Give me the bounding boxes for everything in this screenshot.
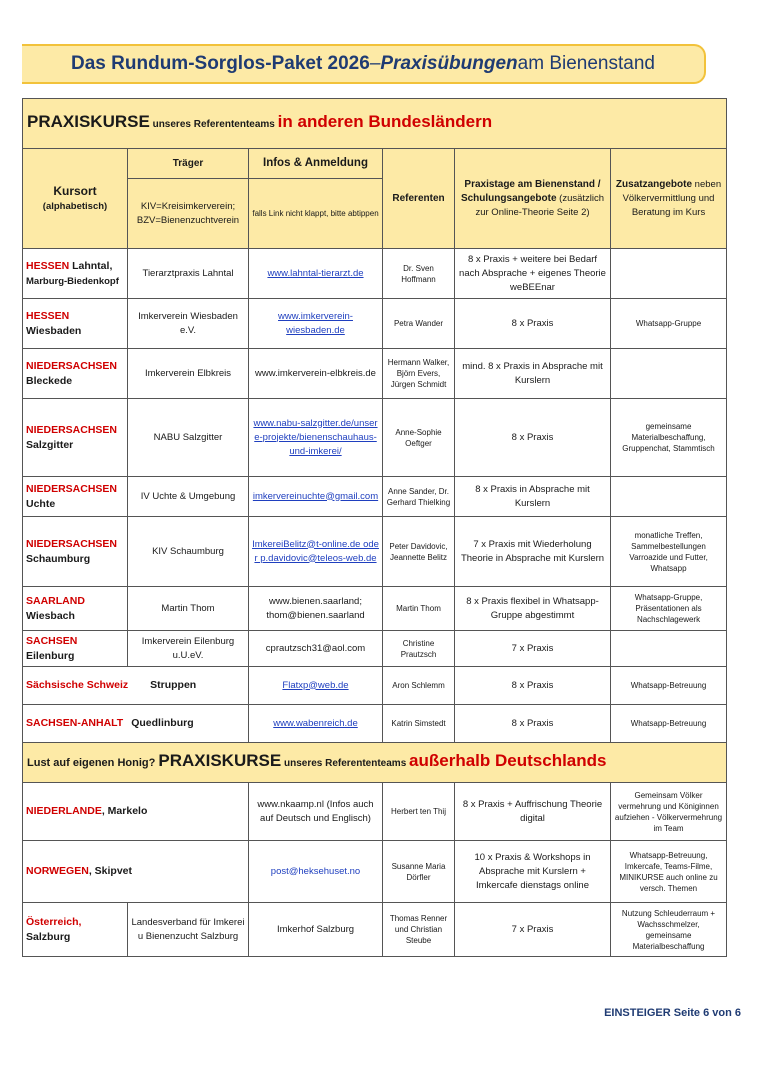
col-infos: Infos & Anmeldung xyxy=(249,149,383,179)
section1-bold: PRAXISKURSE xyxy=(27,112,150,131)
link-skipvet[interactable]: post@heksehuset.no xyxy=(270,865,361,877)
link-quedlinburg[interactable]: www.wabenreich.de xyxy=(273,717,358,729)
col-traeger: Träger xyxy=(128,149,249,179)
title-dash: – xyxy=(369,53,381,74)
table-row: HESSEN Lahntal, Marburg-Biedenkopf Tierarztpraxis Lahntal www.lahntal-tierarzt.de Dr. Sven Hoffmann 8 x Praxis + weitere bei Bedarf nach Absprache + eigenes Theorie weBEEnar xyxy=(23,249,727,299)
col-kursort-sub: (alphabetisch) xyxy=(42,200,108,212)
section1-red: in anderen Bundesländern xyxy=(277,112,493,131)
link-schaumburg[interactable]: ImkereiBelitz@t-online.de oder p.davidovic@teleos-web.de xyxy=(252,538,379,564)
info-eilenburg: cprautzsch31@aol.com xyxy=(249,631,383,667)
link-struppen[interactable]: Flatxp@web.de xyxy=(282,679,349,691)
table-row: NIEDERSACHSEN Uchte IV Uchte & Umgebung imkervereinuchte@gmail.com Anne Sander, Dr. Gerhard Thielking 8 x Praxis in Absprache mit Kurslern xyxy=(23,477,727,517)
col-traeger-sub: KIV=Kreisimkerverein; BZV=Bienenzuchtverein xyxy=(128,179,249,249)
table-row: SACHSEN-ANHALT Quedlinburg www.wabenreich.de Katrin Simstedt 8 x Praxis Whatsapp-Betreuung xyxy=(23,705,727,743)
link-uchte[interactable]: imkervereinuchte@gmail.com xyxy=(252,490,379,502)
info-bleckede: www.imkerverein-elbkreis.de xyxy=(249,349,383,399)
col-infos-sub: falls Link nicht klappt, bitte abtippen xyxy=(249,179,383,249)
section-header-abroad: Lust auf eigenen Honig? PRAXISKURSE unseres Referententeams außerhalb Deutschlands xyxy=(23,743,727,783)
table-row: Österreich, Salzburg Landesverband für Imkerei u Bienenzucht Salzburg Imkerhof Salzburg Thomas Renner und Christian Steube 7 x Praxis Nutzung Schleuderraum + Wachsschmelzer, gemeinsame Materialbeschaffung xyxy=(23,903,727,957)
col-kursort-label: Kursort xyxy=(53,183,97,198)
page-title xyxy=(22,44,706,84)
info-markelo: www.nkaamp.nl (Infos auch auf Deutsch und Englisch) xyxy=(249,783,383,841)
table-row: NIEDERSACHSEN Schaumburg KIV Schaumburg ImkereiBelitz@t-online.de oder p.davidovic@teleos-web.de Peter Davidovic, Jeannette Belitz 7 x Praxis mit Wiederholung Theorie in Absprache mit Kurslern monatliche Treffen, Sammelbestellungen Varroazide und Futter, Whatsapp xyxy=(23,517,727,587)
table-row: NIEDERSACHSEN Bleckede Imkerverein Elbkreis www.imkerverein-elbkreis.de Hermann Walker, Björn Evers, Jürgen Schmidt mind. 8 x Praxis in Absprache mit Kurslern xyxy=(23,349,727,399)
title-part1: Das Rundum-Sorglos-Paket 2026 xyxy=(71,53,370,74)
title-part2: Praxisübungen xyxy=(380,53,518,74)
table-row: NORWEGEN, Skipvet post@heksehuset.no Susanne Maria Dörfler 10 x Praxis & Workshops in Absprache mit Kurslern + Imkercafe dienstags online Whatsapp-Betreuung, Imkercafe, Teams-Filme, MINIKURSE auch online zu versch. Themen xyxy=(23,841,727,903)
col-zusatz: Zusatzangebote neben Völkervermittlung und Beratung im Kurs xyxy=(611,149,727,249)
section1-mid: unseres Referententeams xyxy=(149,119,278,130)
link-salzgitter[interactable]: www.nabu-salzgitter.de/unsere-projekte/bienenschauhaus-und-imkerei/ xyxy=(253,417,378,457)
col-kursort xyxy=(23,149,128,249)
table-row: HESSEN Wiesbaden Imkerverein Wiesbaden e.V. www.imkerverein-wiesbaden.de Petra Wander 8 x Praxis Whatsapp-Gruppe xyxy=(23,299,727,349)
table-row: NIEDERSACHSEN Salzgitter NABU Salzgitter www.nabu-salzgitter.de/unsere-projekte/bienenschauhaus-und-imkerei/ Anne-Sophie Oeftger 8 x Praxis gemeinsame Materialbeschaffung, Gruppenchat, Stammtisch xyxy=(23,399,727,477)
info-wiesbach: www.bienen.saarland; thom@bienen.saarland xyxy=(249,587,383,631)
col-referenten: Referenten xyxy=(383,149,455,249)
table-row: SACHSEN Eilenburg Imkerverein Eilenburg u.U.eV. cprautzsch31@aol.com Christine Prautzsch 7 x Praxis xyxy=(23,631,727,667)
table-row: SAARLAND Wiesbach Martin Thom www.bienen.saarland; thom@bienen.saarland Martin Thom 8 x Praxis flexibel in Whatsapp-Gruppe abgestimmt Whatsapp-Gruppe, Präsentationen als Nachschlagewerk xyxy=(23,587,727,631)
section-header-germany xyxy=(23,99,727,149)
table-row: NIEDERLANDE, Markelo www.nkaamp.nl (Infos auch auf Deutsch und Englisch) Herbert ten Thij 8 x Praxis + Auffrischung Theorie digital Gemeinsam Völker vermehrung und Königinnen aufziehen - Völkervermehrung im Team xyxy=(23,783,727,841)
column-header-row xyxy=(23,149,727,179)
table-row: Sächsische Schweiz Struppen Flatxp@web.de Aron Schlemm 8 x Praxis Whatsapp-Betreuung xyxy=(23,667,727,705)
col-praxis: Praxistage am Bienenstand / Schulungsangebote (zusätzlich zur Online-Theorie Seite 2) xyxy=(455,149,611,249)
link-lahntal[interactable]: www.lahntal-tierarzt.de xyxy=(267,267,364,279)
courses-table xyxy=(22,98,727,957)
title-part3: am Bienenstand xyxy=(517,53,655,74)
page-footer: EINSTEIGER Seite 6 von 6 xyxy=(604,1007,741,1019)
link-wiesbaden[interactable]: www.imkerverein-wiesbaden.de xyxy=(278,310,353,336)
